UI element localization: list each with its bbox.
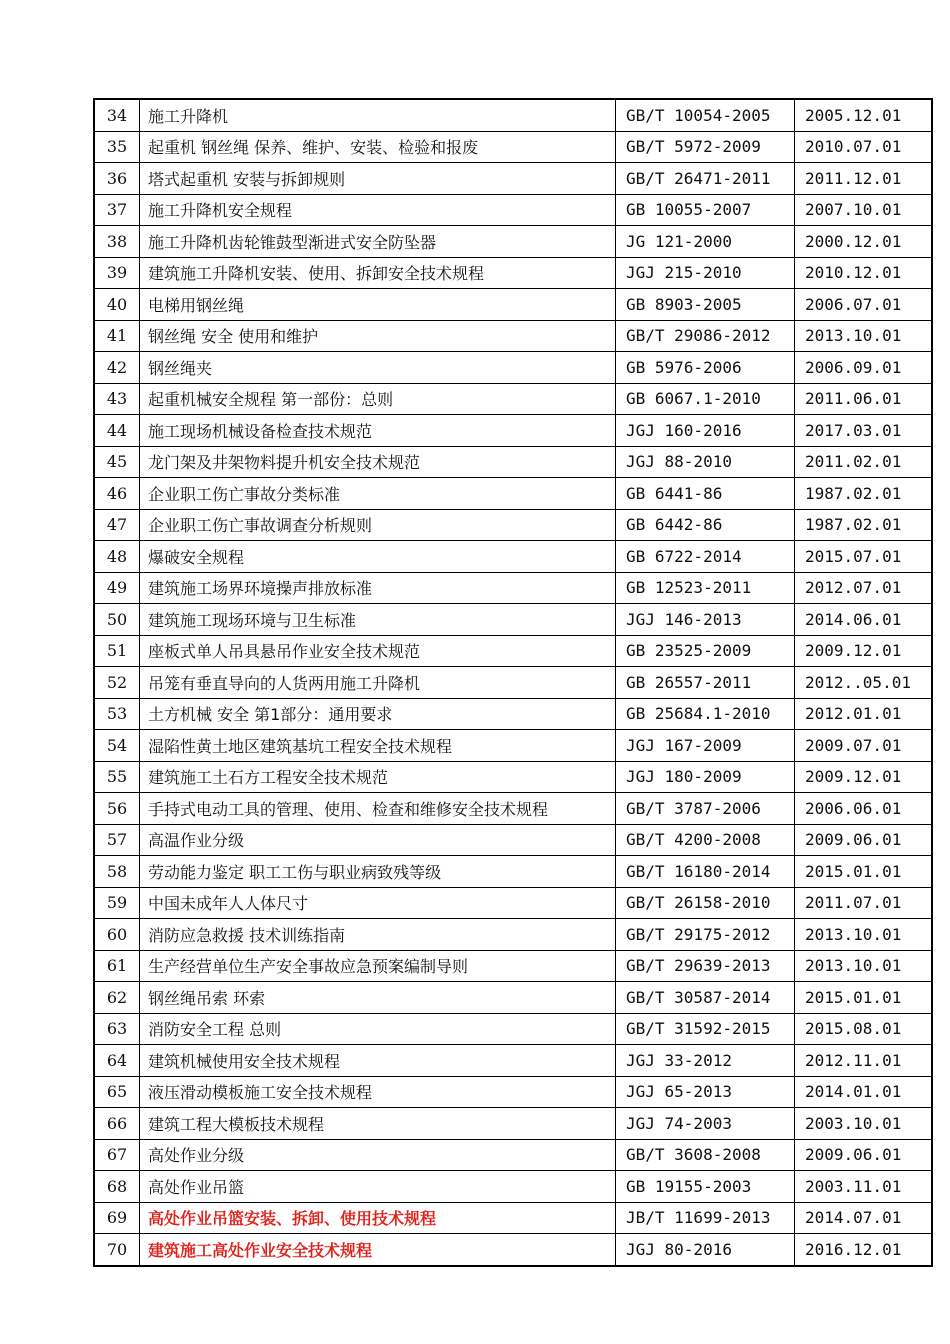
standard-name: 施工现场机械设备检查技术规范	[140, 415, 616, 447]
standard-code: GB/T 4200-2008	[616, 824, 795, 856]
row-number: 40	[94, 289, 140, 321]
standard-code: GB 6067.1-2010	[616, 383, 795, 415]
table-row	[94, 667, 932, 699]
standard-name: 生产经营单位生产安全事故应急预案编制导则	[140, 950, 616, 982]
table-row	[94, 415, 932, 447]
table-row	[94, 887, 932, 919]
standard-name: 起重机 钢丝绳 保养、维护、安装、检验和报废	[140, 131, 616, 163]
row-number: 47	[94, 509, 140, 541]
standard-name: 施工升降机安全规程	[140, 194, 616, 226]
effective-date: 2011.06.01	[795, 383, 933, 415]
effective-date: 2010.12.01	[795, 257, 933, 289]
standard-code: JGJ 180-2009	[616, 761, 795, 793]
row-number: 69	[94, 1202, 140, 1234]
row-number: 34	[94, 99, 140, 131]
effective-date: 2007.10.01	[795, 194, 933, 226]
row-number: 48	[94, 541, 140, 573]
standard-name: 高处作业吊篮	[140, 1171, 616, 1203]
standard-code: JG 121-2000	[616, 226, 795, 258]
effective-date: 2013.10.01	[795, 320, 933, 352]
effective-date: 2012.11.01	[795, 1045, 933, 1077]
effective-date: 2015.07.01	[795, 541, 933, 573]
table-row	[94, 1202, 932, 1234]
table-row	[94, 226, 932, 258]
table-row	[94, 320, 932, 352]
standard-name: 塔式起重机 安装与拆卸规则	[140, 163, 616, 195]
row-number: 57	[94, 824, 140, 856]
effective-date: 2015.01.01	[795, 856, 933, 888]
effective-date: 1987.02.01	[795, 509, 933, 541]
standards-table-body	[94, 99, 932, 1266]
standard-code: JGJ 146-2013	[616, 604, 795, 636]
row-number: 36	[94, 163, 140, 195]
effective-date: 2009.06.01	[795, 824, 933, 856]
effective-date: 2017.03.01	[795, 415, 933, 447]
row-number: 56	[94, 793, 140, 825]
standard-code: GB 25684.1-2010	[616, 698, 795, 730]
standard-code: JGJ 80-2016	[616, 1234, 795, 1266]
row-number: 42	[94, 352, 140, 384]
effective-date: 2010.07.01	[795, 131, 933, 163]
row-number: 55	[94, 761, 140, 793]
row-number: 51	[94, 635, 140, 667]
row-number: 53	[94, 698, 140, 730]
table-row	[94, 982, 932, 1014]
row-number: 46	[94, 478, 140, 510]
standard-name: 钢丝绳 安全 使用和维护	[140, 320, 616, 352]
effective-date: 2014.01.01	[795, 1076, 933, 1108]
standard-code: GB 10055-2007	[616, 194, 795, 226]
table-row	[94, 1234, 932, 1266]
standard-code: GB/T 30587-2014	[616, 982, 795, 1014]
effective-date: 2006.09.01	[795, 352, 933, 384]
row-number: 66	[94, 1108, 140, 1140]
standard-code: JGJ 65-2013	[616, 1076, 795, 1108]
effective-date: 2006.07.01	[795, 289, 933, 321]
standard-name: 液压滑动模板施工安全技术规程	[140, 1076, 616, 1108]
standard-name: 座板式单人吊具悬吊作业安全技术规范	[140, 635, 616, 667]
standard-name: 起重机械安全规程 第一部份：总则	[140, 383, 616, 415]
standard-name: 高处作业吊篮安装、拆卸、使用技术规程	[140, 1202, 616, 1234]
table-row	[94, 919, 932, 951]
standard-name: 钢丝绳吊索 环索	[140, 982, 616, 1014]
standard-name: 高温作业分级	[140, 824, 616, 856]
effective-date: 2005.12.01	[795, 99, 933, 131]
standard-code: GB/T 29639-2013	[616, 950, 795, 982]
standard-name: 建筑机械使用安全技术规程	[140, 1045, 616, 1077]
standard-code: GB 6722-2014	[616, 541, 795, 573]
effective-date: 2012.07.01	[795, 572, 933, 604]
effective-date: 2013.10.01	[795, 919, 933, 951]
standard-code: GB 23525-2009	[616, 635, 795, 667]
standard-code: GB/T 29086-2012	[616, 320, 795, 352]
table-row	[94, 856, 932, 888]
standard-code: GB 6442-86	[616, 509, 795, 541]
row-number: 52	[94, 667, 140, 699]
effective-date: 2009.06.01	[795, 1139, 933, 1171]
effective-date: 2009.12.01	[795, 635, 933, 667]
table-row	[94, 824, 932, 856]
standard-name: 中国未成年人人体尺寸	[140, 887, 616, 919]
row-number: 50	[94, 604, 140, 636]
standard-name: 钢丝绳夹	[140, 352, 616, 384]
effective-date: 2011.02.01	[795, 446, 933, 478]
standard-name: 建筑施工升降机安装、使用、拆卸安全技术规程	[140, 257, 616, 289]
standard-code: GB/T 31592-2015	[616, 1013, 795, 1045]
table-row	[94, 352, 932, 384]
standard-code: GB/T 5972-2009	[616, 131, 795, 163]
standard-name: 吊笼有垂直导向的人货两用施工升降机	[140, 667, 616, 699]
effective-date: 2012.01.01	[795, 698, 933, 730]
row-number: 63	[94, 1013, 140, 1045]
effective-date: 2009.12.01	[795, 761, 933, 793]
standard-code: JGJ 88-2010	[616, 446, 795, 478]
row-number: 44	[94, 415, 140, 447]
standard-name: 建筑工程大模板技术规程	[140, 1108, 616, 1140]
standard-code: GB/T 26158-2010	[616, 887, 795, 919]
standard-name: 湿陷性黄土地区建筑基坑工程安全技术规程	[140, 730, 616, 762]
effective-date: 2012..05.01	[795, 667, 933, 699]
row-number: 58	[94, 856, 140, 888]
effective-date: 2015.08.01	[795, 1013, 933, 1045]
row-number: 60	[94, 919, 140, 951]
standard-code: GB 12523-2011	[616, 572, 795, 604]
table-row	[94, 1108, 932, 1140]
effective-date: 1987.02.01	[795, 478, 933, 510]
row-number: 49	[94, 572, 140, 604]
row-number: 67	[94, 1139, 140, 1171]
standard-name: 企业职工伤亡事故分类标准	[140, 478, 616, 510]
table-row	[94, 1013, 932, 1045]
row-number: 43	[94, 383, 140, 415]
standard-code: GB 26557-2011	[616, 667, 795, 699]
effective-date: 2009.07.01	[795, 730, 933, 762]
standard-name: 施工升降机齿轮锥鼓型渐进式安全防坠器	[140, 226, 616, 258]
standard-code: GB 8903-2005	[616, 289, 795, 321]
standard-code: GB/T 10054-2005	[616, 99, 795, 131]
table-row	[94, 1076, 932, 1108]
table-row	[94, 604, 932, 636]
row-number: 59	[94, 887, 140, 919]
table-row	[94, 541, 932, 573]
table-row	[94, 761, 932, 793]
effective-date: 2003.11.01	[795, 1171, 933, 1203]
standard-name: 劳动能力鉴定 职工工伤与职业病致残等级	[140, 856, 616, 888]
row-number: 64	[94, 1045, 140, 1077]
standard-code: JGJ 215-2010	[616, 257, 795, 289]
effective-date: 2006.06.01	[795, 793, 933, 825]
effective-date: 2003.10.01	[795, 1108, 933, 1140]
standard-code: JGJ 160-2016	[616, 415, 795, 447]
table-row	[94, 572, 932, 604]
table-row	[94, 1139, 932, 1171]
effective-date: 2011.07.01	[795, 887, 933, 919]
row-number: 54	[94, 730, 140, 762]
table-row	[94, 509, 932, 541]
row-number: 68	[94, 1171, 140, 1203]
standard-name: 土方机械 安全 第1部分：通用要求	[140, 698, 616, 730]
table-row	[94, 131, 932, 163]
row-number: 41	[94, 320, 140, 352]
table-row	[94, 446, 932, 478]
standard-code: JGJ 33-2012	[616, 1045, 795, 1077]
standard-name: 建筑施工土石方工程安全技术规范	[140, 761, 616, 793]
table-row	[94, 257, 932, 289]
effective-date: 2015.01.01	[795, 982, 933, 1014]
effective-date: 2000.12.01	[795, 226, 933, 258]
row-number: 45	[94, 446, 140, 478]
standard-name: 高处作业分级	[140, 1139, 616, 1171]
table-row	[94, 793, 932, 825]
effective-date: 2014.06.01	[795, 604, 933, 636]
row-number: 35	[94, 131, 140, 163]
standard-name: 施工升降机	[140, 99, 616, 131]
table-row	[94, 194, 932, 226]
standard-code: JB/T 11699-2013	[616, 1202, 795, 1234]
row-number: 39	[94, 257, 140, 289]
row-number: 61	[94, 950, 140, 982]
standard-code: GB 5976-2006	[616, 352, 795, 384]
standard-name: 爆破安全规程	[140, 541, 616, 573]
table-row	[94, 163, 932, 195]
standard-code: GB 6441-86	[616, 478, 795, 510]
standard-code: JGJ 74-2003	[616, 1108, 795, 1140]
standard-name: 电梯用钢丝绳	[140, 289, 616, 321]
standard-name: 手持式电动工具的管理、使用、检查和维修安全技术规程	[140, 793, 616, 825]
standard-code: GB/T 26471-2011	[616, 163, 795, 195]
row-number: 38	[94, 226, 140, 258]
standard-name: 龙门架及井架物料提升机安全技术规范	[140, 446, 616, 478]
effective-date: 2013.10.01	[795, 950, 933, 982]
standard-code: GB/T 29175-2012	[616, 919, 795, 951]
table-row	[94, 635, 932, 667]
table-row	[94, 1171, 932, 1203]
standard-code: JGJ 167-2009	[616, 730, 795, 762]
row-number: 70	[94, 1234, 140, 1266]
table-row	[94, 698, 932, 730]
effective-date: 2011.12.01	[795, 163, 933, 195]
effective-date: 2016.12.01	[795, 1234, 933, 1266]
standard-name: 消防安全工程 总则	[140, 1013, 616, 1045]
row-number: 37	[94, 194, 140, 226]
standard-code: GB/T 3787-2006	[616, 793, 795, 825]
effective-date: 2014.07.01	[795, 1202, 933, 1234]
standard-code: GB/T 3608-2008	[616, 1139, 795, 1171]
standard-name: 企业职工伤亡事故调查分析规则	[140, 509, 616, 541]
table-row	[94, 478, 932, 510]
standard-name: 建筑施工高处作业安全技术规程	[140, 1234, 616, 1266]
table-row	[94, 289, 932, 321]
standard-code: GB 19155-2003	[616, 1171, 795, 1203]
row-number: 65	[94, 1076, 140, 1108]
table-row	[94, 383, 932, 415]
row-number: 62	[94, 982, 140, 1014]
standard-code: GB/T 16180-2014	[616, 856, 795, 888]
table-row	[94, 1045, 932, 1077]
table-row	[94, 99, 932, 131]
standard-name: 消防应急救援 技术训练指南	[140, 919, 616, 951]
standards-table	[93, 98, 933, 1267]
standard-name: 建筑施工现场环境与卫生标准	[140, 604, 616, 636]
standard-name: 建筑施工场界环境操声排放标准	[140, 572, 616, 604]
table-row	[94, 730, 932, 762]
table-row	[94, 950, 932, 982]
